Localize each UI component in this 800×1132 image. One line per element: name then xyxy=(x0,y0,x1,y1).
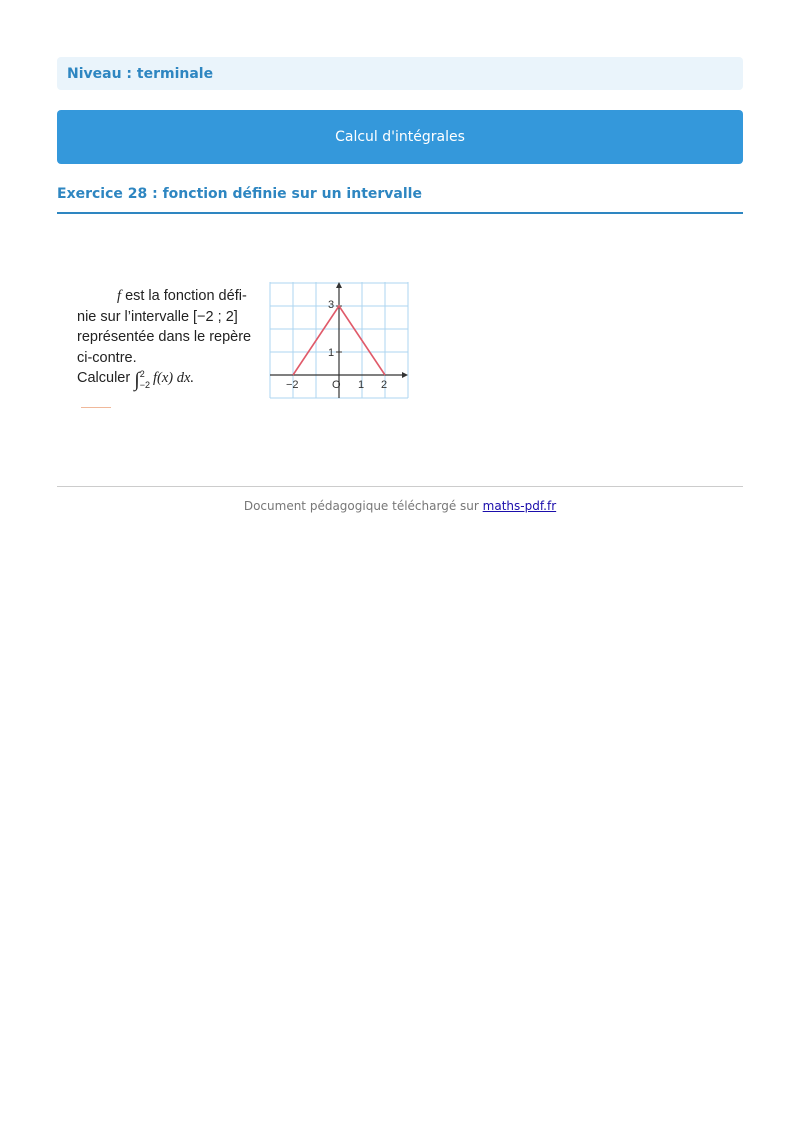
statement-line-4: ci-contre. xyxy=(77,349,137,366)
statement-line-3: représentée dans le repère xyxy=(77,329,252,345)
page-content xyxy=(57,57,743,484)
decorative-underline xyxy=(81,407,111,408)
statement-line-5-prefix: Calculer xyxy=(77,370,131,386)
x-axis-arrow xyxy=(402,372,408,378)
footer-link[interactable]: maths-pdf.fr xyxy=(482,499,557,513)
footer-text: Document pédagogique téléchargé sur xyxy=(243,499,479,513)
statement-line-1: est la fonction défi- xyxy=(125,288,247,304)
integral-lower: −2 xyxy=(139,380,150,390)
tick-label-x-2: 2 xyxy=(381,379,388,391)
integral-symbol: ∫ xyxy=(134,369,140,391)
integral-limits xyxy=(140,369,150,391)
level-badge xyxy=(57,57,743,90)
exercise-statement xyxy=(77,286,259,391)
level-label: Niveau : terminale xyxy=(67,65,214,82)
footer xyxy=(57,486,743,513)
tick-label-x-1: 1 xyxy=(358,379,365,391)
integral-upper: 2 xyxy=(139,369,145,379)
tick-label-y-1: 1 xyxy=(328,347,335,359)
tick-label-x-neg2: −2 xyxy=(286,379,299,391)
function-symbol: f xyxy=(117,288,122,304)
tick-label-y-3: 3 xyxy=(328,299,335,311)
integrand: f(x) dx. xyxy=(152,370,195,386)
tick-label-origin: O xyxy=(332,379,341,391)
statement-line-2: nie sur l’intervalle [−2 ; 2] xyxy=(77,308,238,325)
function-graph xyxy=(268,282,410,400)
chapter-title-bar xyxy=(57,110,743,164)
exercise-body xyxy=(57,214,743,484)
exercise-title: Exercice 28 : fonction définie sur un intervalle xyxy=(57,186,743,214)
chapter-title: Calcul d'intégrales xyxy=(335,129,465,145)
